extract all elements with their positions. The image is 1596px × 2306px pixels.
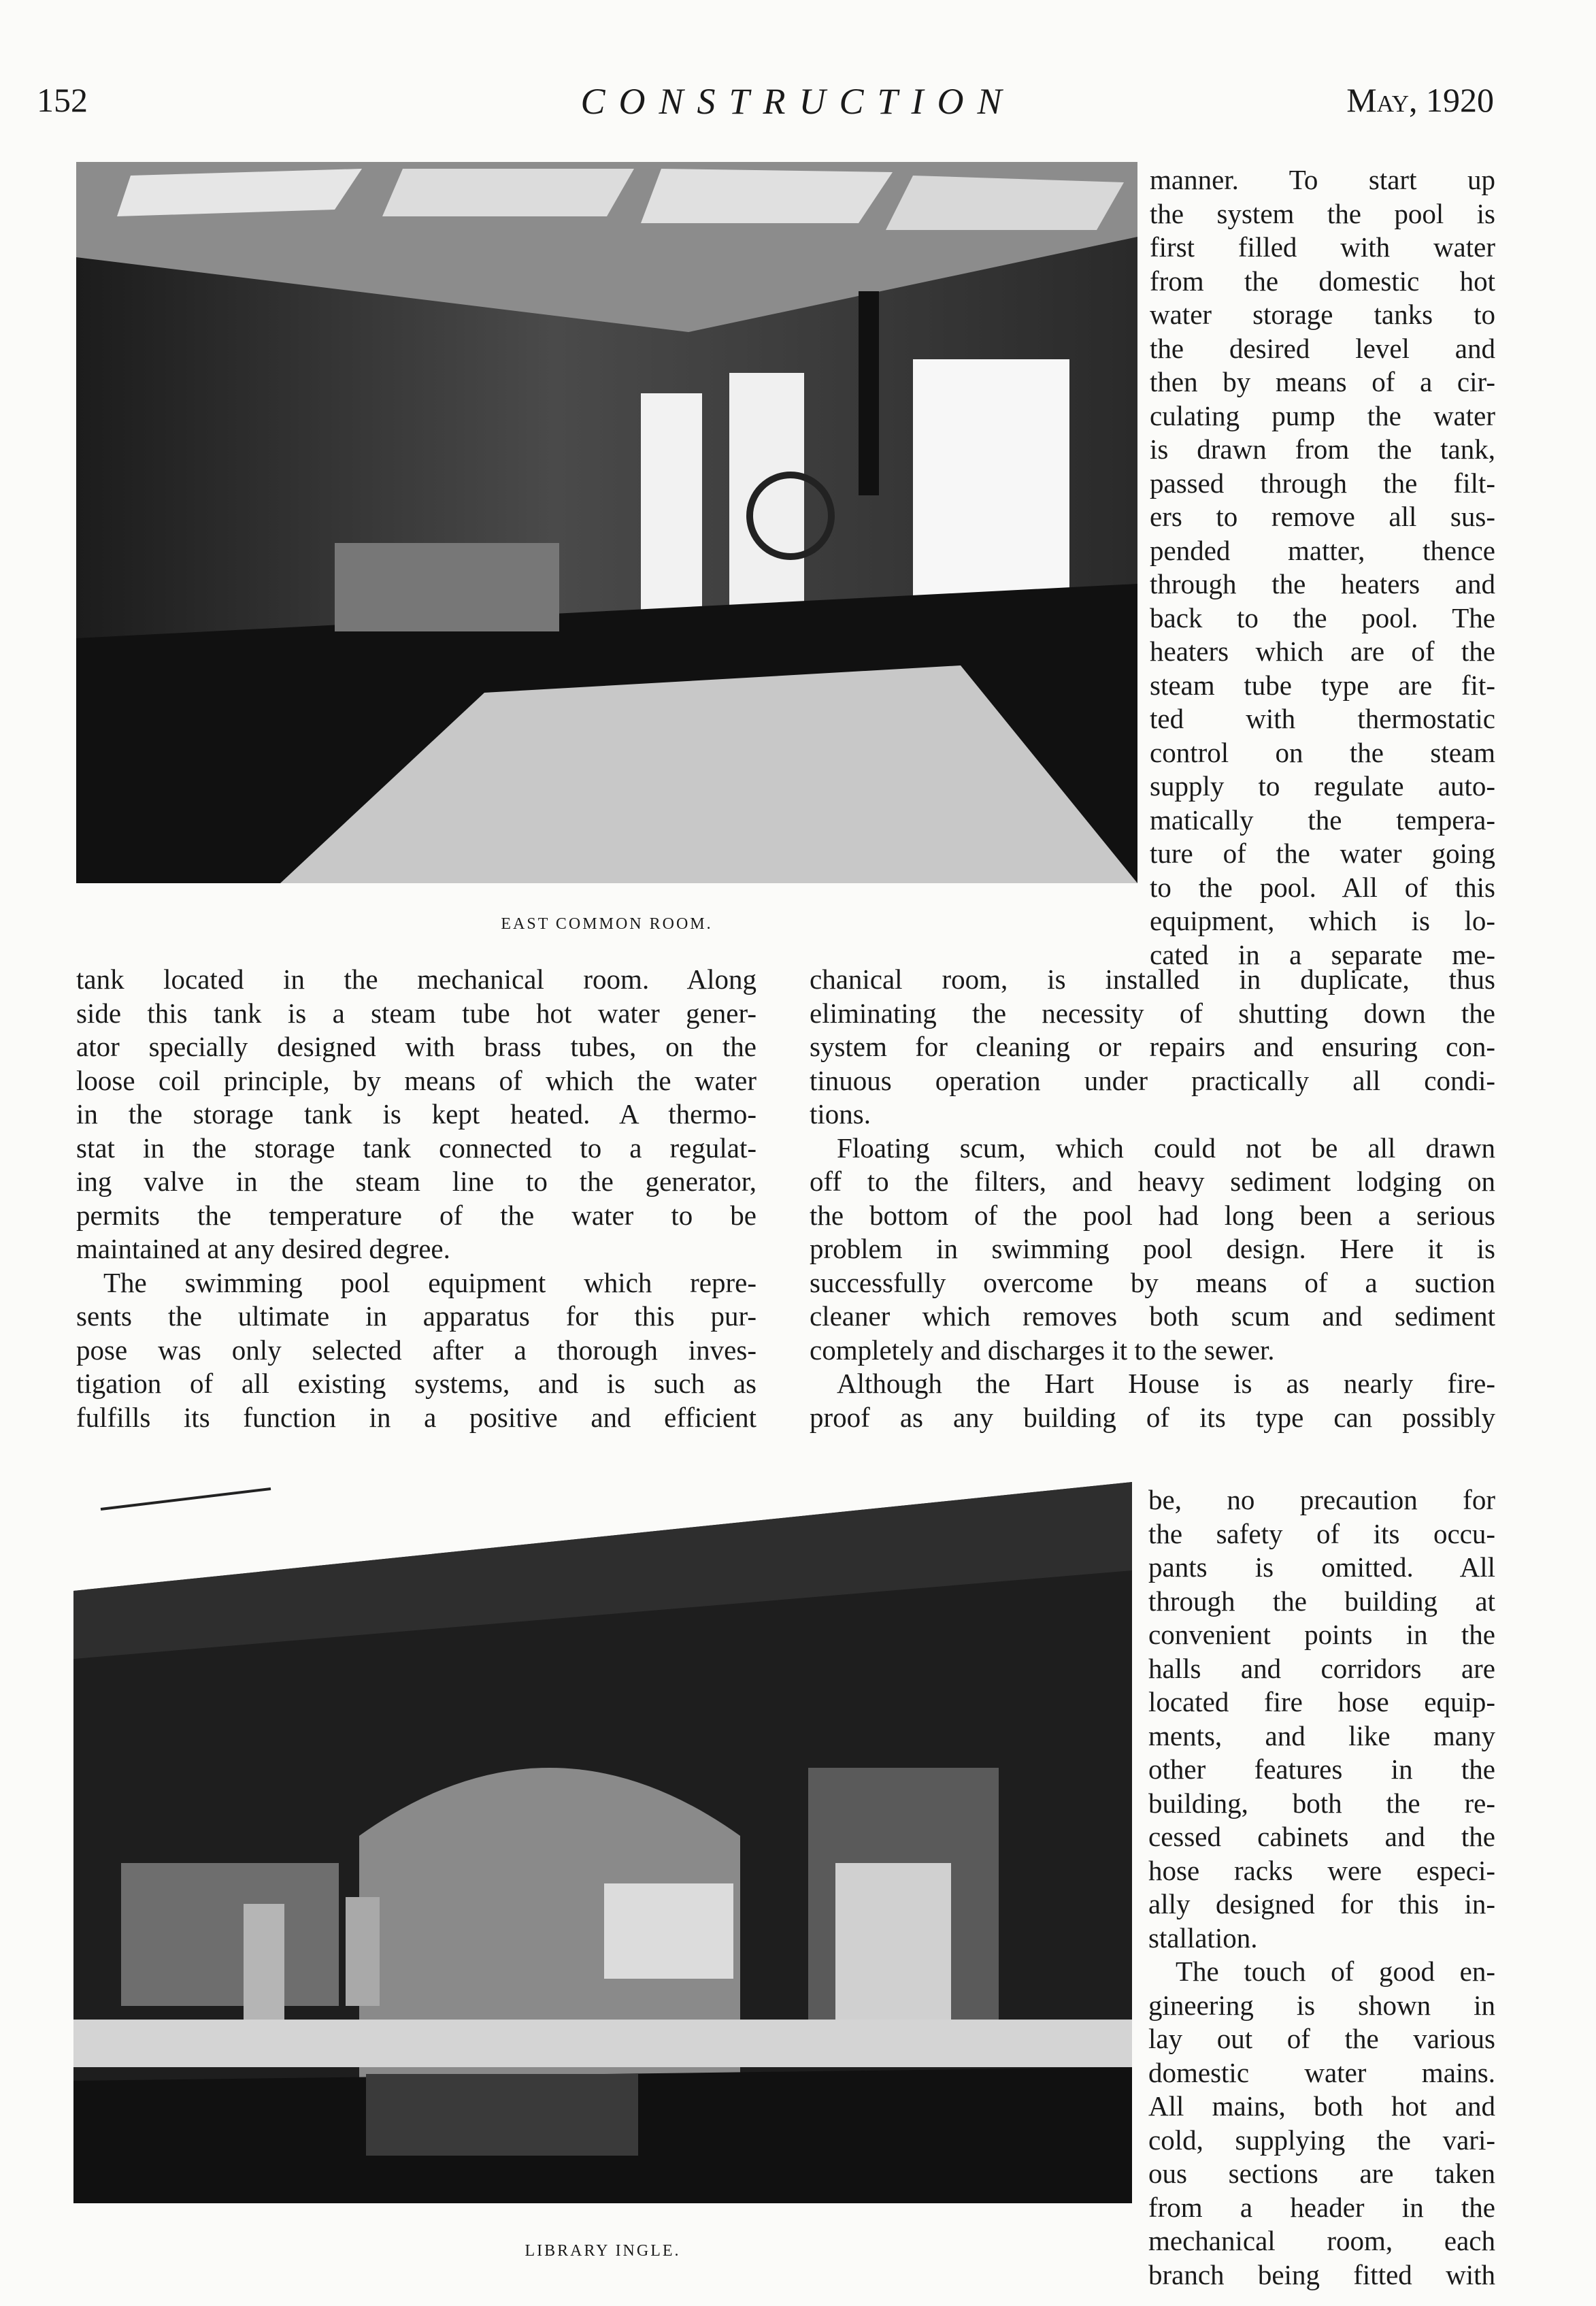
text-line: pose was only selected after a thorough inves- xyxy=(76,1334,757,1366)
text-line: to the pool. All of this xyxy=(1150,871,1495,903)
east-common-room-illustration xyxy=(76,162,1137,883)
text-line: convenient points in the xyxy=(1148,1619,1495,1650)
text-column-left xyxy=(76,963,757,1434)
text-line: tigation of all existing systems, and is such as xyxy=(76,1368,757,1399)
text-line: passed through the filt- xyxy=(1150,467,1495,499)
text-line: tions. xyxy=(810,1098,871,1130)
text-column-right-middle xyxy=(810,963,1495,1434)
text-line: back to the pool. The xyxy=(1150,602,1495,633)
text-line: from the domestic hot xyxy=(1150,265,1495,297)
text-line: manner. To start up xyxy=(1150,164,1495,195)
text-line: stallation. xyxy=(1148,1922,1258,1954)
text-line: stat in the storage tank connected to a regulat- xyxy=(76,1132,757,1164)
text-line: in the storage tank is kept heated. A thermo- xyxy=(76,1098,757,1130)
text-line: cold, supplying the vari- xyxy=(1148,2124,1495,2156)
text-line: off to the filters, and heavy sediment lodging on xyxy=(810,1166,1495,1197)
text-line: All mains, both hot and xyxy=(1148,2090,1495,2122)
text-line: halls and corridors are xyxy=(1148,1652,1495,1684)
magazine-title: CONSTRUCTION xyxy=(580,81,1016,122)
text-line: the desired level and xyxy=(1150,332,1495,364)
text-line: proof as any building of its type can possibly xyxy=(810,1401,1495,1433)
text-line: culating pump the water xyxy=(1150,399,1495,431)
text-line: supply to regulate auto- xyxy=(1150,770,1495,802)
text-line: chanical room, is installed in duplicate, thus xyxy=(810,963,1495,995)
text-line: ing valve in the steam line to the generator, xyxy=(76,1166,757,1197)
figure-caption: LIBRARY INGLE. xyxy=(525,2242,681,2260)
text-line: Although the Hart House is as nearly fire- xyxy=(837,1368,1495,1399)
text-column-right-bottom xyxy=(1148,1483,1495,2292)
text-line: system for cleaning or repairs and ensuring con- xyxy=(810,1031,1495,1062)
text-line: domestic water mains. xyxy=(1148,2056,1495,2088)
library-ingle-photo xyxy=(73,1482,1132,2203)
page-number: 152 xyxy=(37,81,88,119)
text-line: the bottom of the pool had long been a serious xyxy=(810,1199,1495,1231)
text-line: other features in the xyxy=(1148,1753,1495,1785)
text-line: The swimming pool equipment which repre- xyxy=(103,1266,757,1298)
text-line: heaters which are of the xyxy=(1150,636,1495,667)
text-line: ers to remove all sus- xyxy=(1150,501,1495,532)
text-line: hose racks were especi- xyxy=(1148,1854,1495,1886)
text-line: ous sections are taken xyxy=(1148,2158,1495,2189)
text-line: water storage tanks to xyxy=(1150,299,1495,330)
text-line: then by means of a cir- xyxy=(1150,366,1495,397)
text-line: gineering is shown in xyxy=(1148,1989,1495,2021)
text-line: maintained at any desired degree. xyxy=(76,1233,450,1264)
text-line: through the heaters and xyxy=(1150,568,1495,599)
text-line: lay out of the various xyxy=(1148,2023,1495,2054)
text-line: is drawn from the tank, xyxy=(1150,433,1495,465)
text-line: pended matter, thence xyxy=(1150,534,1495,566)
text-line: through the building at xyxy=(1148,1585,1495,1617)
text-line: loose coil principle, by means of which the water xyxy=(76,1064,757,1096)
text-line: cleaner which removes both scum and sediment xyxy=(810,1300,1495,1332)
text-line: side this tank is a steam tube hot water gener- xyxy=(76,997,757,1029)
text-line: cated in a separate me- xyxy=(1150,938,1495,970)
text-line: ture of the water going xyxy=(1150,838,1495,869)
text-line: tank located in the mechanical room. Along xyxy=(76,963,757,995)
text-line: ator specially designed with brass tubes, on the xyxy=(76,1031,757,1062)
text-line: sents the ultimate in apparatus for this pur- xyxy=(76,1300,757,1332)
text-line: located fire hose equip- xyxy=(1148,1686,1495,1717)
text-line: pants is omitted. All xyxy=(1148,1551,1495,1583)
text-line: first filled with water xyxy=(1150,231,1495,263)
text-line: successfully overcome by means of a suction xyxy=(810,1266,1495,1298)
figure-caption: EAST COMMON ROOM. xyxy=(501,915,713,933)
text-line: be, no precaution for xyxy=(1148,1484,1495,1515)
text-line: branch being fitted with xyxy=(1148,2258,1495,2290)
east-common-room-photo xyxy=(76,162,1137,883)
library-ingle-illustration xyxy=(73,1482,1132,2203)
text-line: building, both the re- xyxy=(1148,1787,1495,1819)
text-line: the system the pool is xyxy=(1150,197,1495,229)
text-line: ted with thermostatic xyxy=(1150,703,1495,734)
text-column-right-top xyxy=(1150,163,1495,972)
text-line: ments, and like many xyxy=(1148,1719,1495,1751)
text-line: the safety of its occu- xyxy=(1148,1517,1495,1549)
text-line: tinuous operation under practically all condi- xyxy=(810,1064,1495,1096)
text-line: permits the temperature of the water to be xyxy=(76,1199,757,1231)
text-line: steam tube type are fit- xyxy=(1150,669,1495,701)
text-line: mechanical room, each xyxy=(1148,2225,1495,2256)
issue-date: May, 1920 xyxy=(1346,81,1494,119)
text-line: equipment, which is lo- xyxy=(1150,905,1495,936)
text-line: Floating scum, which could not be all drawn xyxy=(837,1132,1495,1164)
text-line: matically the tempera- xyxy=(1150,804,1495,836)
text-line: fulfills its function in a positive and efficient xyxy=(76,1401,757,1433)
text-line: eliminating the necessity of shutting down the xyxy=(810,997,1495,1029)
text-line: completely and discharges it to the sewer. xyxy=(810,1334,1275,1366)
text-line: control on the steam xyxy=(1150,736,1495,768)
text-line: from a header in the xyxy=(1148,2191,1495,2223)
text-line: problem in swimming pool design. Here it is xyxy=(810,1233,1495,1264)
text-line: The touch of good en- xyxy=(1176,1956,1495,1987)
text-line: cessed cabinets and the xyxy=(1148,1821,1495,1852)
text-line: ally designed for this in- xyxy=(1148,1888,1495,1920)
